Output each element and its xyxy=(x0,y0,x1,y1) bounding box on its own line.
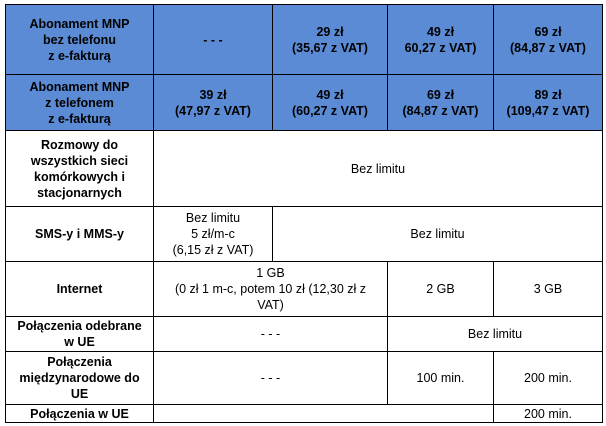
cell-text: Bez limitu xyxy=(467,327,523,341)
value-cell xyxy=(154,207,273,262)
row-label-line: stacjonarnych xyxy=(37,185,122,200)
cell-text: Bez limitu xyxy=(185,211,241,225)
row-label-sms-mms xyxy=(6,207,154,262)
row-label-polaczenia-miedzynarodowe xyxy=(6,352,154,405)
price-gross: (60,27 z VAT) xyxy=(292,103,368,118)
cell-text: (0 zł 1 m-c, potem 10 zł (12,30 zł z xyxy=(174,282,367,296)
cell-text: 3 GB xyxy=(533,282,563,296)
price-cell xyxy=(273,5,388,75)
row-label-abonament-bez-telefonu xyxy=(6,5,154,75)
row-label-line: Połączenia w UE xyxy=(30,406,129,421)
price-cell xyxy=(273,75,388,131)
row-label-line: komórkowych i xyxy=(34,169,125,184)
cell-text: - - - xyxy=(203,32,223,47)
cell-text: 5 zł/m-c xyxy=(191,227,235,241)
price-net: 89 zł xyxy=(534,87,562,102)
cell-text: 200 min. xyxy=(524,406,572,421)
row-label-line: z e-fakturą xyxy=(48,111,111,126)
price-gross: (47,97 z VAT) xyxy=(175,103,251,118)
cell-text: 100 min. xyxy=(416,371,465,385)
value-cell xyxy=(494,352,603,405)
value-cell xyxy=(388,317,603,352)
table-row-polaczenia-w-ue xyxy=(6,405,603,423)
cell-text: - - - xyxy=(260,327,281,341)
row-label-line: z e-fakturą xyxy=(48,48,111,63)
row-label-line: międzynarodowe do xyxy=(19,371,140,385)
row-label-line: Połączenia xyxy=(47,355,112,369)
price-net: 69 zł xyxy=(534,24,562,39)
price-cell xyxy=(154,75,273,131)
row-label-line: Abonament MNP xyxy=(29,79,130,94)
table-row-internet xyxy=(6,262,603,317)
row-label-line: wszystkich sieci xyxy=(30,153,129,168)
value-cell xyxy=(494,405,603,423)
row-label-line: bez telefonu xyxy=(43,32,116,47)
row-label-line: Internet xyxy=(56,282,103,296)
row-label-line: Połączenia odebrane xyxy=(17,319,142,333)
tariff-table xyxy=(5,4,603,423)
table-row-rozmowy xyxy=(6,131,603,207)
price-gross: 60,27 z VAT) xyxy=(404,40,477,55)
price-gross: (109,47 z VAT) xyxy=(506,103,590,118)
price-cell xyxy=(154,5,273,75)
price-gross: (35,67 z VAT) xyxy=(292,40,368,55)
table-row-polaczenia-odebrane xyxy=(6,317,603,352)
row-label-line: SMS-y i MMS-y xyxy=(35,227,124,241)
cell-text: 2 GB xyxy=(426,282,455,296)
value-cell xyxy=(154,262,388,317)
value-cell xyxy=(388,352,494,405)
price-cell xyxy=(494,5,603,75)
value-cell xyxy=(388,262,494,317)
row-label-line: w UE xyxy=(64,335,95,349)
value-cell-empty xyxy=(154,405,494,423)
price-cell xyxy=(494,75,603,131)
table-row-polaczenia-miedzynarodowe xyxy=(6,352,603,405)
table-row-sms-mms xyxy=(6,207,603,262)
price-cell xyxy=(388,5,494,75)
cell-text: 1 GB xyxy=(256,266,285,280)
value-cell xyxy=(154,317,388,352)
row-label-abonament-z-telefonem xyxy=(6,75,154,131)
cell-text: 200 min. xyxy=(524,371,572,385)
row-label-line: UE xyxy=(70,387,89,401)
value-cell xyxy=(494,262,603,317)
row-label-internet xyxy=(6,262,154,317)
row-label-line: Abonament MNP xyxy=(29,16,130,31)
price-net: 69 zł xyxy=(426,87,455,102)
row-label-polaczenia-w-ue xyxy=(6,405,154,423)
cell-text: Bez limitu xyxy=(410,227,465,241)
price-net: 49 zł xyxy=(316,87,344,102)
cell-text: VAT) xyxy=(257,298,284,312)
price-net: 39 zł xyxy=(199,87,227,102)
value-cell xyxy=(154,131,603,207)
value-cell xyxy=(273,207,603,262)
price-gross: (84,87 z VAT) xyxy=(510,40,586,55)
price-gross: (84,87 z VAT) xyxy=(402,103,479,118)
cell-text: - - - xyxy=(260,371,281,385)
price-net: 49 zł xyxy=(426,24,455,39)
row-label-line: z telefonem xyxy=(45,95,114,110)
row-label-polaczenia-odebrane xyxy=(6,317,154,352)
row-label-line: Rozmowy do xyxy=(40,137,119,152)
price-cell xyxy=(388,75,494,131)
cell-text: Bez limitu xyxy=(350,161,406,176)
table-row-abonament-z-telefonem xyxy=(6,75,603,131)
value-cell xyxy=(154,352,388,405)
row-label-rozmowy xyxy=(6,131,154,207)
price-net: 29 zł xyxy=(316,24,344,39)
cell-text: (6,15 zł z VAT) xyxy=(172,243,254,257)
table-row-abonament-bez-telefonu xyxy=(6,5,603,75)
